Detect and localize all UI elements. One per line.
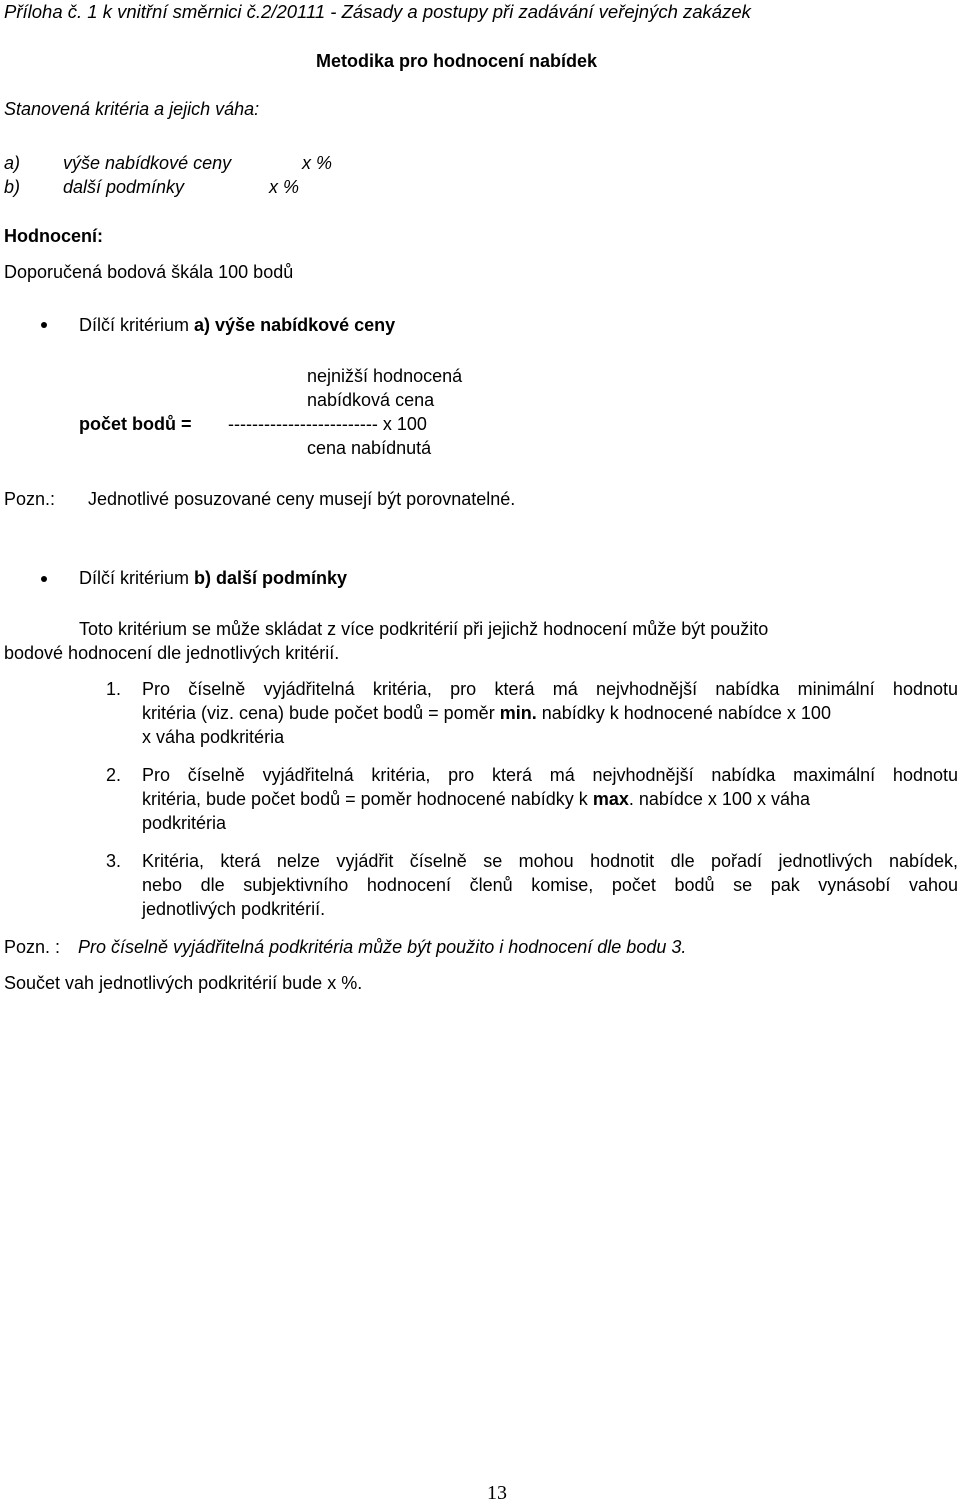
list-item-2-number: 2. — [106, 765, 122, 785]
list-item-1-line2 — [142, 701, 831, 725]
list-item-1-min: min. — [499, 703, 537, 723]
list-item-2-line1: Pro číselně vyjádřitelná kritéria, pro která má nejvhodnější nabídka maximální hodnotu — [142, 765, 958, 785]
list-item-2-line2 — [142, 787, 810, 811]
list-item-1-number: 1. — [106, 679, 122, 699]
list-item-2-text-c: . nabídce x 100 x váha — [628, 789, 810, 809]
list-item-1-line1: Pro číselně vyjádřitelná kritéria, pro která má nejvhodnější nabídka minimální hodnotu — [142, 679, 958, 699]
list-item-3-line3: jednotlivých podkritérií. — [142, 899, 326, 919]
list-item-3-line2: nebo dle subjektivního hodnocení členů komise, počet bodů se pak vynásobí vahou — [142, 875, 958, 895]
formula-numerator-line1: nejnižší hodnocená — [307, 366, 463, 386]
crit-b-intro-line2: bodové hodnocení dle jednotlivých kritérií. — [4, 643, 340, 663]
crit-a-note-label: Pozn.: — [4, 489, 56, 509]
list-item-1-text-c: nabídky k hodnocené nabídce x 100 — [541, 703, 831, 723]
document-header: Příloha č. 1 k vnitřní směrnici č.2/20111 - Zásady a postupy při zadávání veřejných zakázek — [4, 1, 751, 22]
crit-b-note-text: Pro číselně vyjádřitelná podkritéria může být použito i hodnocení dle bodu 3. — [78, 937, 687, 957]
evaluation-heading: Hodnocení: — [4, 226, 103, 246]
criteria-heading: Stanovená kritéria a jejich váha: — [4, 99, 260, 119]
weights-sum-text: Součet vah jednotlivých podkritérií bude x %. — [4, 973, 363, 993]
crit-a-heading — [79, 313, 395, 337]
method-title: Metodika pro hodnocení nabídek — [316, 51, 598, 71]
criterion-a-letter: a) — [4, 153, 21, 173]
crit-b-intro-line1: Toto kritérium se může skládat z více podkritérií při jejichž hodnocení může být použito — [79, 619, 769, 639]
crit-b-name: b) další podmínky — [194, 568, 348, 588]
list-item-1-line3: x váha podkritéria — [142, 727, 285, 747]
criterion-a-text: výše nabídkové ceny — [63, 153, 232, 173]
criterion-a-weight: x % — [302, 153, 333, 173]
bullet-icon — [41, 576, 47, 582]
list-item-3-number: 3. — [106, 851, 122, 871]
point-scale-text: Doporučená bodová škála 100 bodů — [4, 262, 294, 282]
crit-b-label: Dílčí kritérium — [79, 568, 190, 588]
list-item-3-line1: Kritéria, která nelze vyjádřit číselně se mohou hodnotit dle pořadí jednotlivých nabídek, — [142, 851, 958, 871]
page-number: 13 — [487, 1482, 507, 1504]
criterion-b-weight: x % — [269, 177, 300, 197]
bullet-icon — [41, 322, 47, 328]
list-item-2-line3: podkritéria — [142, 813, 227, 833]
formula-numerator-line2: nabídková cena — [307, 390, 435, 410]
list-item-1-text-a: kritéria (viz. cena) bude počet bodů = poměr — [142, 703, 495, 723]
crit-b-heading — [79, 566, 347, 590]
formula-lhs: počet bodů = — [79, 414, 192, 434]
criterion-b-text: další podmínky — [63, 177, 185, 197]
crit-a-name: a) výše nabídkové ceny — [194, 315, 396, 335]
formula-fraction-line: ------------------------- x 100 — [228, 414, 427, 434]
crit-a-label: Dílčí kritérium — [79, 315, 190, 335]
list-item-2-text-a: kritéria, bude počet bodů = poměr hodnocené nabídky k — [142, 789, 588, 809]
crit-b-note-label: Pozn. : — [4, 937, 61, 957]
formula-denominator: cena nabídnutá — [307, 438, 432, 458]
list-item-2-max: max — [592, 789, 629, 809]
criterion-b-letter: b) — [4, 177, 21, 197]
crit-a-note-text: Jednotlivé posuzované ceny musejí být porovnatelné. — [88, 489, 516, 509]
